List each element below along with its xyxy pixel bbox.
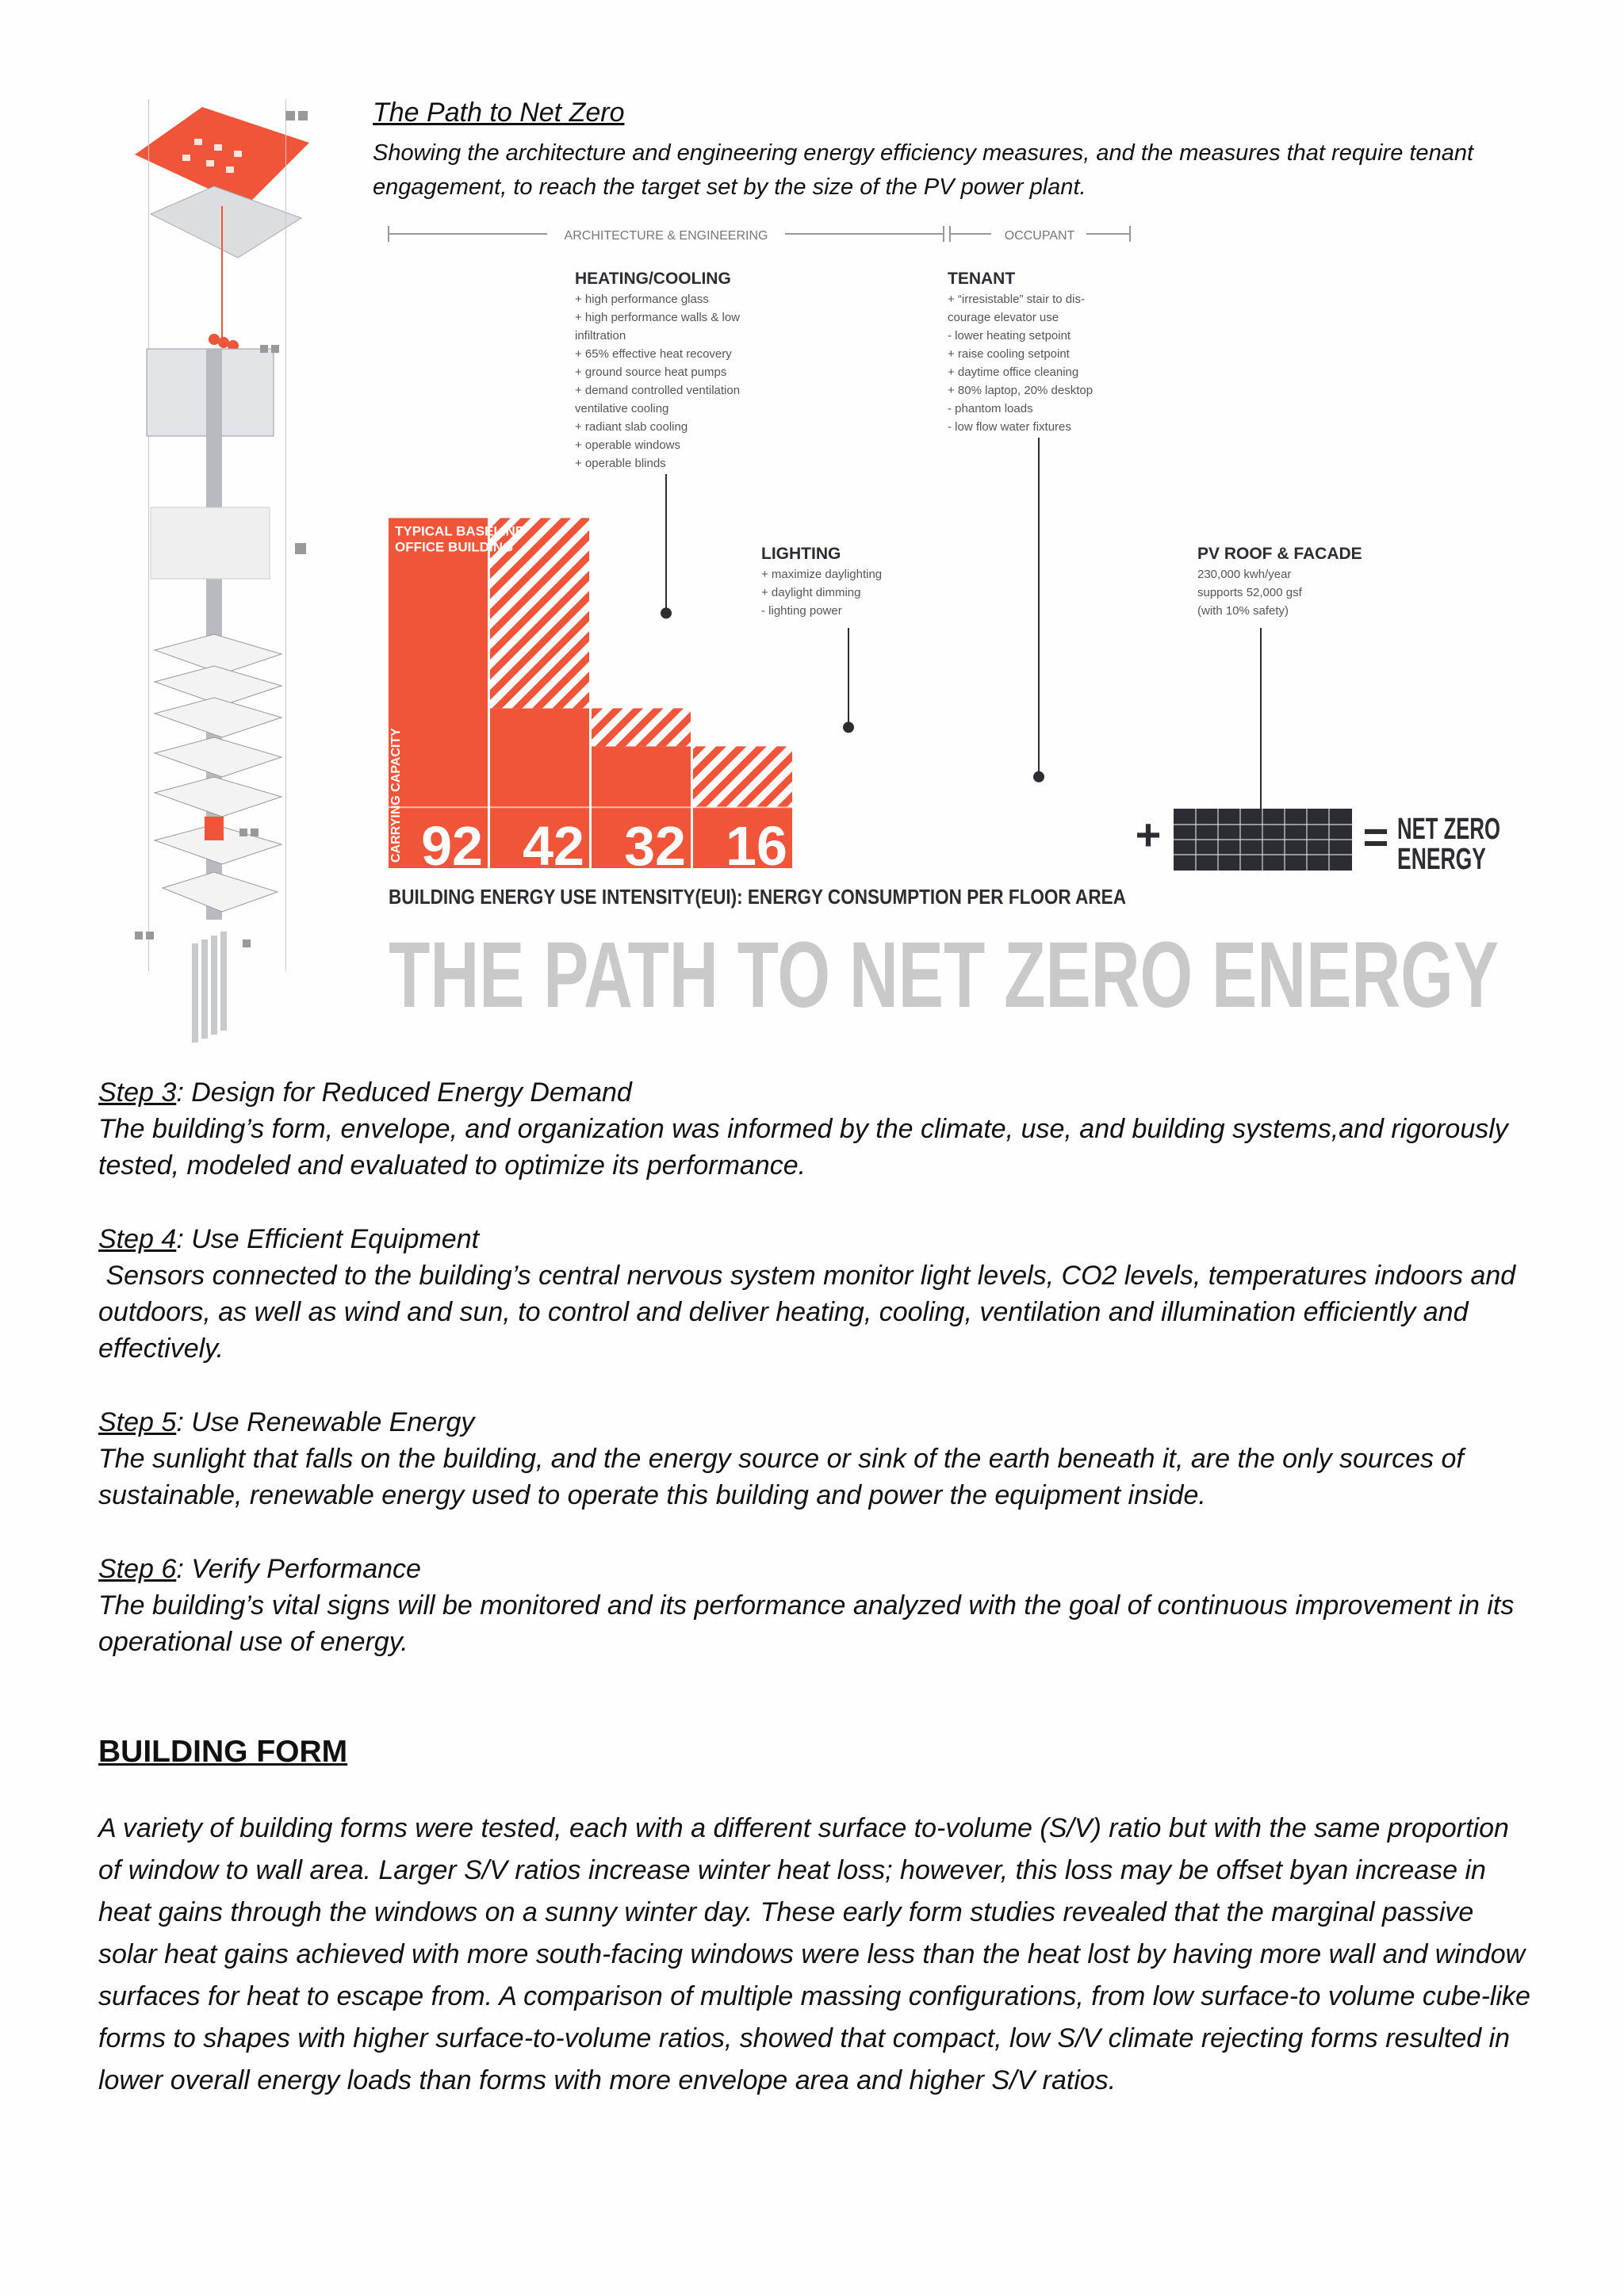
group-label-occupant: OCCUPANT <box>1004 229 1075 243</box>
reduction-segment-3 <box>592 708 691 746</box>
annotation-title-3: LIGHTING <box>761 545 841 563</box>
step-5-label: Step 5 <box>98 1407 177 1437</box>
carrying-capacity-label: CARRYING CAPACITY <box>389 728 403 863</box>
annotation-item: ventilative cooling <box>575 402 669 415</box>
step-5-title: : Use Renewable Energy <box>176 1407 475 1437</box>
annotation-item: + 80% laptop, 20% desktop <box>948 384 1094 397</box>
step-6-label: Step 6 <box>98 1554 177 1584</box>
plus-symbol: + <box>1135 809 1162 859</box>
annotation-dot-1 <box>661 607 672 618</box>
annotation-item: + ground source heat pumps <box>575 365 727 379</box>
annotation-title-4: PV ROOF & FACADE <box>1197 545 1362 563</box>
figure-caption-title: The Path to Net Zero <box>373 98 625 128</box>
step-3-label: Step 3 <box>98 1077 177 1108</box>
reduction-segment-4 <box>693 746 792 807</box>
annotation-item: + high performance glass <box>575 293 709 306</box>
step-3-title: : Design for Reduced Energy Demand <box>176 1077 632 1108</box>
chart-x-axis-label: BUILDING ENERGY USE INTENSITY(EUI): ENERGY CONSUMPTION PER FLOOR AREA <box>389 885 1127 909</box>
step-6-title: : Verify Performance <box>176 1554 421 1584</box>
step-6-section <box>98 1551 1534 1660</box>
annotation-item: + operable blinds <box>575 457 666 470</box>
bar-value-1: 92 <box>421 815 483 877</box>
bar-value-3: 32 <box>624 815 686 877</box>
exploded-building-illustration <box>119 95 325 1054</box>
net-zero-label-line2: ENERGY <box>1397 843 1486 876</box>
baseline-label-line1: TYPICAL BASELINE <box>395 523 525 539</box>
annotation-item: + daytime office cleaning <box>948 365 1079 379</box>
step-3-body: The building’s form, envelope, and organization was informed by the climate, use, and building systems,and rigorously tested, modeled and evaluated to optimize its performance. <box>98 1114 1508 1181</box>
annotation-dot-2 <box>1033 771 1044 783</box>
annotation-item: - phantom loads <box>948 402 1033 415</box>
figure-caption-description: Showing the architecture and engineering energy efficiency measures, and the measures that require tenant engagement, to reach the target set by the size of the PV power plant. <box>373 140 1474 200</box>
annotation-item: 230,000 kwh/year <box>1197 568 1292 581</box>
annotation-item: + “irresistable” stair to dis- <box>948 293 1085 306</box>
bar-value-2: 42 <box>523 815 584 877</box>
net-zero-energy-chart <box>373 222 1538 1023</box>
annotation-item: + high performance walls & low <box>575 311 741 324</box>
bar-value-4: 16 <box>726 815 787 877</box>
annotation-item: courage elevator use <box>948 311 1059 324</box>
building-form-heading: BUILDING FORM <box>98 1735 348 1769</box>
annotation-item: + radiant slab cooling <box>575 420 688 434</box>
annotation-item: + raise cooling setpoint <box>948 347 1070 361</box>
annotation-item: + operable windows <box>575 438 681 452</box>
net-zero-label-line1: NET ZERO <box>1397 813 1500 846</box>
annotation-item: + demand controlled ventilation <box>575 384 741 397</box>
step-4-title: : Use Efficient Equipment <box>176 1224 480 1254</box>
chart-big-title: THE PATH TO NET ZERO ENERGY <box>389 923 1499 1023</box>
pv-panel-icon <box>1174 809 1352 871</box>
group-label-architecture: ARCHITECTURE & ENGINEERING <box>564 229 768 243</box>
annotation-item: + maximize daylighting <box>761 568 883 581</box>
annotation-title-2: TENANT <box>948 270 1016 288</box>
annotation-item: - lower heating setpoint <box>948 329 1071 342</box>
annotation-item: (with 10% safety) <box>1197 604 1289 618</box>
annotation-item: supports 52,000 gsf <box>1197 586 1302 599</box>
baseline-label-line2: OFFICE BUILDING <box>395 539 514 555</box>
annotation-item: + daylight dimming <box>761 586 861 599</box>
annotation-item: infiltration <box>575 329 626 342</box>
annotation-dot-3 <box>843 721 854 733</box>
annotation-item: - lighting power <box>761 604 842 618</box>
step-4-label: Step 4 <box>98 1224 177 1254</box>
step-4-body: Sensors connected to the building’s central nervous system monitor light levels, CO2 levels, temperatures indoors and outdoors, as well as wind and sun, to control and deliver heating, cooling, ventilation and illumination efficiently and effectively. <box>98 1261 1523 1364</box>
building-form-body: A variety of building forms were tested, each with a different surface to-volume (S/V) ratio but with the same proportion of window to wall area. Larger S/V ratios increase winter heat loss; however, this loss may be offset byan increase in heat gains through the windows on a sunny winter day. These early form studies revealed that the marginal passive solar heat gains achieved with more south-facing windows were less than the heat lost by having more wall and window surfaces for heat to escape from. A comparison of multiple massing configurations, from low surface-to volume cube-like forms to shapes with higher surface-to-volume ratios, showed that compact, low S/V climate rejecting forms resulted in lower overall energy loads than forms with more envelope area and higher S/V ratios. <box>98 1813 1530 2095</box>
step-3-section <box>98 1074 1534 1184</box>
step-5-section <box>98 1404 1534 1513</box>
equals-symbol: = <box>1362 812 1389 862</box>
annotation-item: + 65% effective heat recovery <box>575 347 732 361</box>
step-5-body: The sunlight that falls on the building, and the energy source or sink of the earth beneath it, are the only sources of sustainable, renewable energy used to operate this building and power the equipment inside. <box>98 1444 1464 1510</box>
annotation-item: - low flow water fixtures <box>948 420 1071 434</box>
step-4-section <box>98 1221 1534 1367</box>
step-6-body: The building’s vital signs will be monitored and its performance analyzed with the goal of continuous improvement in its operational use of energy. <box>98 1590 1515 1657</box>
canopy-grid-plane <box>151 186 301 258</box>
annotation-title-1: HEATING/COOLING <box>575 270 731 288</box>
